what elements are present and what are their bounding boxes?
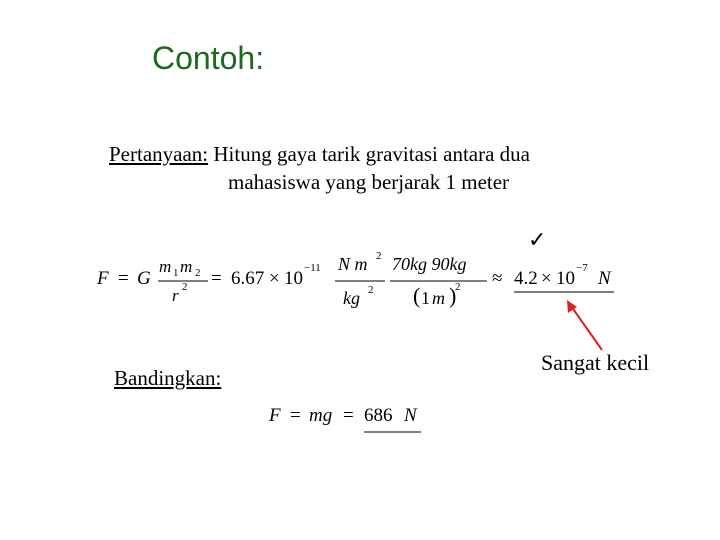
eq1-m2: m bbox=[180, 257, 193, 276]
eq1-result: 4.2 bbox=[514, 268, 538, 289]
compare-label: Bandingkan: bbox=[114, 366, 222, 390]
arrow-line bbox=[571, 306, 602, 350]
eq1-den-rparen: ) bbox=[449, 283, 457, 308]
eq1-sub1: 1 bbox=[173, 267, 179, 279]
eq1-ten-2: 10 bbox=[556, 268, 575, 289]
eq1-F: F bbox=[97, 268, 109, 289]
eq1-approx: ≈ bbox=[492, 268, 503, 289]
eq2-equals-1: = bbox=[290, 405, 301, 426]
eq1-N-m: N m bbox=[338, 254, 368, 274]
eq2-equals-2: = bbox=[343, 405, 354, 426]
eq1-den-m: m bbox=[432, 288, 445, 308]
eq1-constant: 6.67 bbox=[231, 268, 265, 289]
eq2-F: F bbox=[269, 405, 281, 426]
question-line-2: mahasiswa yang berjarak 1 meter bbox=[228, 170, 510, 194]
eq1-den-sup: 2 bbox=[455, 281, 461, 293]
annotation-text: Sangat kecil bbox=[541, 350, 650, 375]
eq1-times-2: × bbox=[541, 268, 552, 289]
eq1-den-one: 1 bbox=[421, 288, 430, 308]
slide-title: Contoh: bbox=[152, 40, 265, 76]
eq2-value: 686 bbox=[364, 405, 393, 426]
eq1-r: r bbox=[172, 286, 179, 305]
eq1-unit: N bbox=[598, 268, 611, 289]
eq1-m1: m bbox=[159, 257, 172, 276]
eq1-equals-2: = bbox=[211, 268, 222, 289]
eq1-times-1: × bbox=[269, 268, 280, 289]
eq1-masses: 70kg 90kg bbox=[392, 254, 467, 274]
checkmark-icon: ✓ bbox=[528, 228, 547, 253]
question-label: Pertanyaan: bbox=[109, 142, 209, 166]
eq1-exp-2: −7 bbox=[576, 262, 588, 274]
eq1-G: G bbox=[137, 268, 151, 289]
eq1-den-lparen: ( bbox=[413, 283, 421, 308]
eq2-mg: mg bbox=[309, 405, 333, 426]
eq1-ten-1: 10 bbox=[284, 268, 303, 289]
question-line-1: Hitung gaya tarik gravitasi antara dua bbox=[213, 142, 531, 166]
eq2-unit: N bbox=[404, 405, 417, 426]
eq1-r-sup: 2 bbox=[182, 281, 188, 293]
eq1-sub2: 2 bbox=[195, 267, 201, 279]
eq1-kg-sup: 2 bbox=[368, 284, 374, 296]
eq1-Nm-sup: 2 bbox=[376, 250, 382, 262]
eq1-equals-1: = bbox=[118, 268, 129, 289]
eq1-exp-1: −11 bbox=[304, 262, 321, 274]
eq1-kg: kg bbox=[343, 288, 360, 308]
